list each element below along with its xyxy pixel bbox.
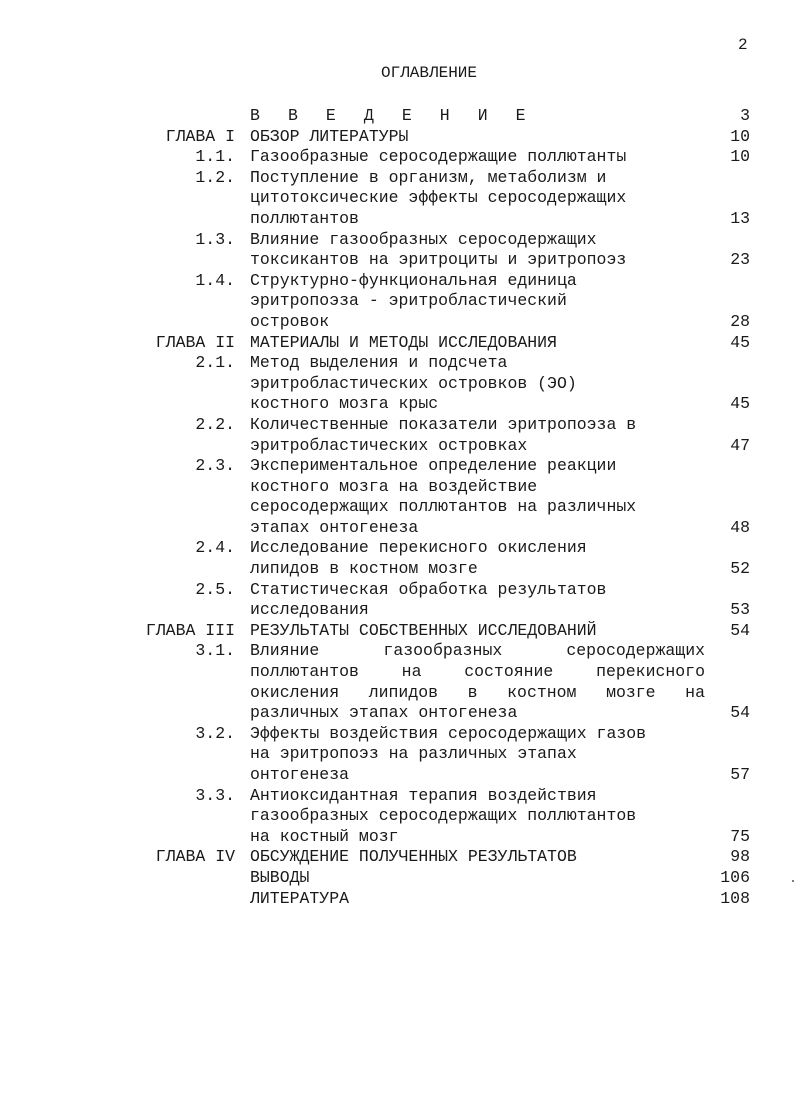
toc-entry bbox=[0, 621, 798, 642]
toc-entry-number: 2.5. bbox=[195, 579, 235, 599]
toc-entry-page: 48 bbox=[730, 517, 750, 537]
toc-entry bbox=[0, 889, 798, 910]
toc-entry-title-line: газообразных серосодержащих поллютантов bbox=[250, 806, 637, 826]
toc-entry-number: 2.2. bbox=[195, 414, 235, 434]
toc-entry-number: 3.2. bbox=[195, 723, 235, 743]
toc-entry-title bbox=[250, 127, 705, 148]
toc-entry bbox=[0, 106, 798, 127]
toc-entry-number: ГЛАВА IV bbox=[155, 847, 235, 867]
toc-entry-title-line: ВЫВОДЫ bbox=[250, 867, 310, 887]
toc-entry-title-line: онтогенеза bbox=[250, 765, 350, 784]
toc-entry-page: 106 bbox=[720, 867, 750, 887]
toc-entry-title bbox=[250, 580, 705, 621]
toc-entry-title bbox=[250, 538, 705, 579]
toc-entry-page: 23 bbox=[730, 250, 750, 270]
toc-entry-title bbox=[250, 168, 705, 230]
toc-entry-title-line: Эффекты воздействия серосодержащих газов bbox=[250, 723, 647, 743]
toc-entry-number: 2.4. bbox=[195, 538, 235, 558]
toc-entry-page: 75 bbox=[730, 826, 750, 846]
toc-entry-title-line: Антиоксидантная терапия воздействия bbox=[250, 785, 597, 805]
toc-entry-title-line: эритробластических островках bbox=[250, 435, 528, 455]
toc-entry bbox=[0, 724, 798, 786]
table-of-contents bbox=[0, 106, 798, 909]
toc-entry-title-line: В В Е Д Е Н И Е bbox=[250, 106, 535, 125]
toc-entry bbox=[0, 415, 798, 456]
toc-entry-number: 2.1. bbox=[195, 353, 235, 373]
toc-entry-title-line: окисления липидов в костном мозге на bbox=[250, 682, 705, 702]
toc-entry-title-line: Влияние газообразных серосодержащих bbox=[250, 641, 705, 661]
toc-entry-number: ГЛАВА III bbox=[145, 620, 235, 640]
toc-entry-number: 1.1. bbox=[195, 147, 235, 167]
toc-entry-title-line: МАТЕРИАЛЫ И МЕТОДЫ ИССЛЕДОВАНИЯ bbox=[250, 332, 557, 352]
toc-entry-title-line: Статистическая обработка результатов bbox=[250, 579, 607, 599]
toc-entry-title bbox=[250, 271, 705, 333]
toc-entry-title bbox=[250, 641, 705, 723]
toc-entry-page: 54 bbox=[730, 620, 750, 640]
toc-entry-title-line: костного мозга на воздействие bbox=[250, 476, 538, 496]
toc-entry bbox=[0, 230, 798, 271]
toc-entry-number: 2.3. bbox=[195, 456, 235, 476]
toc-entry bbox=[0, 538, 798, 579]
toc-entry-title bbox=[250, 230, 705, 271]
toc-entry bbox=[0, 168, 798, 230]
toc-entry-page: 28 bbox=[730, 311, 750, 331]
toc-entry-title bbox=[250, 106, 705, 127]
toc-entry-page: 45 bbox=[730, 332, 750, 352]
toc-entry bbox=[0, 333, 798, 354]
toc-entry-page: 10 bbox=[730, 147, 750, 167]
toc-entry-page: 98 bbox=[730, 847, 750, 867]
toc-entry-title bbox=[250, 847, 705, 868]
document-title: ОГЛАВЛЕНИЕ bbox=[380, 64, 477, 82]
toc-entry-title-line: Метод выделения и подсчета bbox=[250, 353, 508, 373]
toc-entry-page: 45 bbox=[730, 394, 750, 414]
toc-entry-title-line: костного мозга крыс bbox=[250, 394, 439, 414]
toc-entry bbox=[0, 641, 798, 723]
toc-entry bbox=[0, 786, 798, 848]
toc-entry-number: 1.3. bbox=[195, 229, 235, 249]
toc-entry bbox=[0, 127, 798, 148]
toc-entry bbox=[0, 353, 798, 415]
toc-entry-title-line: ЛИТЕРАТУРА bbox=[250, 888, 350, 908]
toc-entry-title-line: Структурно-функциональная единица bbox=[250, 270, 577, 290]
scan-speck bbox=[792, 880, 794, 882]
toc-entry bbox=[0, 271, 798, 333]
toc-entry-title-line: поллютантов на состояние перекисного bbox=[250, 662, 705, 682]
toc-entry-title-line: этапах онтогенеза bbox=[250, 517, 419, 537]
toc-entry-number: ГЛАВА I bbox=[165, 126, 235, 146]
toc-entry-number: 1.2. bbox=[195, 167, 235, 187]
toc-entry-page: 57 bbox=[730, 765, 750, 784]
toc-entry-page: 47 bbox=[730, 435, 750, 455]
toc-entry-page: 54 bbox=[730, 703, 750, 723]
toc-entry-title-line: ОБЗОР ЛИТЕРАТУРЫ bbox=[250, 126, 409, 146]
toc-entry-title bbox=[250, 889, 705, 910]
toc-entry-title bbox=[250, 456, 705, 538]
toc-entry-title bbox=[250, 724, 705, 786]
toc-entry-page: 13 bbox=[730, 208, 750, 228]
toc-entry-page: 108 bbox=[720, 888, 750, 908]
toc-entry bbox=[0, 847, 798, 868]
toc-entry-title bbox=[250, 786, 705, 848]
toc-entry-title-line: Исследование перекисного окисления bbox=[250, 538, 587, 558]
toc-entry-title-line: серосодержащих поллютантов на различных bbox=[250, 497, 637, 517]
toc-entry-title-line: поллютантов bbox=[250, 208, 359, 228]
toc-entry-title-line: эритропоэза - эритробластический bbox=[250, 291, 567, 311]
toc-entry-title bbox=[250, 415, 705, 456]
toc-entry-page: 52 bbox=[730, 559, 750, 579]
toc-entry-title-line: на эритропоэз на различных этапах bbox=[250, 744, 577, 764]
toc-entry-title-line: на костный мозг bbox=[250, 826, 399, 846]
toc-entry-title bbox=[250, 353, 705, 415]
toc-entry-title bbox=[250, 333, 705, 354]
toc-entry-title-line: различных этапах онтогенеза bbox=[250, 703, 518, 723]
toc-entry-title-line: РЕЗУЛЬТАТЫ СОБСТВЕННЫХ ИССЛЕДОВАНИЙ bbox=[250, 620, 597, 640]
toc-entry-number: 3.3. bbox=[195, 785, 235, 805]
toc-entry-page: 3 bbox=[740, 106, 750, 125]
page-number: 2 bbox=[738, 36, 748, 54]
toc-entry-number: 3.1. bbox=[195, 641, 235, 661]
toc-entry-page: 10 bbox=[730, 126, 750, 146]
toc-entry-title-line: исследования bbox=[250, 600, 369, 620]
toc-entry-title-line: цитотоксические эффекты серосодержащих bbox=[250, 188, 627, 208]
toc-entry-page: 53 bbox=[730, 600, 750, 620]
toc-entry bbox=[0, 456, 798, 538]
toc-entry-title-line: Газообразные серосодержащие поллютанты bbox=[250, 147, 627, 167]
toc-entry-title-line: эритробластических островков (ЭО) bbox=[250, 373, 577, 393]
toc-entry-title-line: липидов в костном мозге bbox=[250, 559, 478, 579]
toc-entry-title-line: Количественные показатели эритропоэза в bbox=[250, 414, 637, 434]
toc-entry bbox=[0, 868, 798, 889]
toc-entry-title-line: токсикантов на эритроциты и эритропоэз bbox=[250, 250, 627, 270]
toc-entry-title-line: Поступление в организм, метаболизм и bbox=[250, 167, 607, 187]
toc-entry-title bbox=[250, 621, 705, 642]
toc-entry bbox=[0, 580, 798, 621]
toc-entry-number: ГЛАВА II bbox=[155, 332, 235, 352]
toc-entry-title bbox=[250, 147, 705, 168]
toc-entry-title bbox=[250, 868, 705, 889]
toc-entry-title-line: островок bbox=[250, 311, 330, 331]
toc-entry-title-line: Влияние газообразных серосодержащих bbox=[250, 229, 597, 249]
toc-entry-title-line: ОБСУЖДЕНИЕ ПОЛУЧЕННЫХ РЕЗУЛЬТАТОВ bbox=[250, 847, 577, 867]
toc-entry-title-line: Экспериментальное определение реакции bbox=[250, 456, 617, 476]
toc-entry bbox=[0, 147, 798, 168]
toc-entry-number: 1.4. bbox=[195, 270, 235, 290]
